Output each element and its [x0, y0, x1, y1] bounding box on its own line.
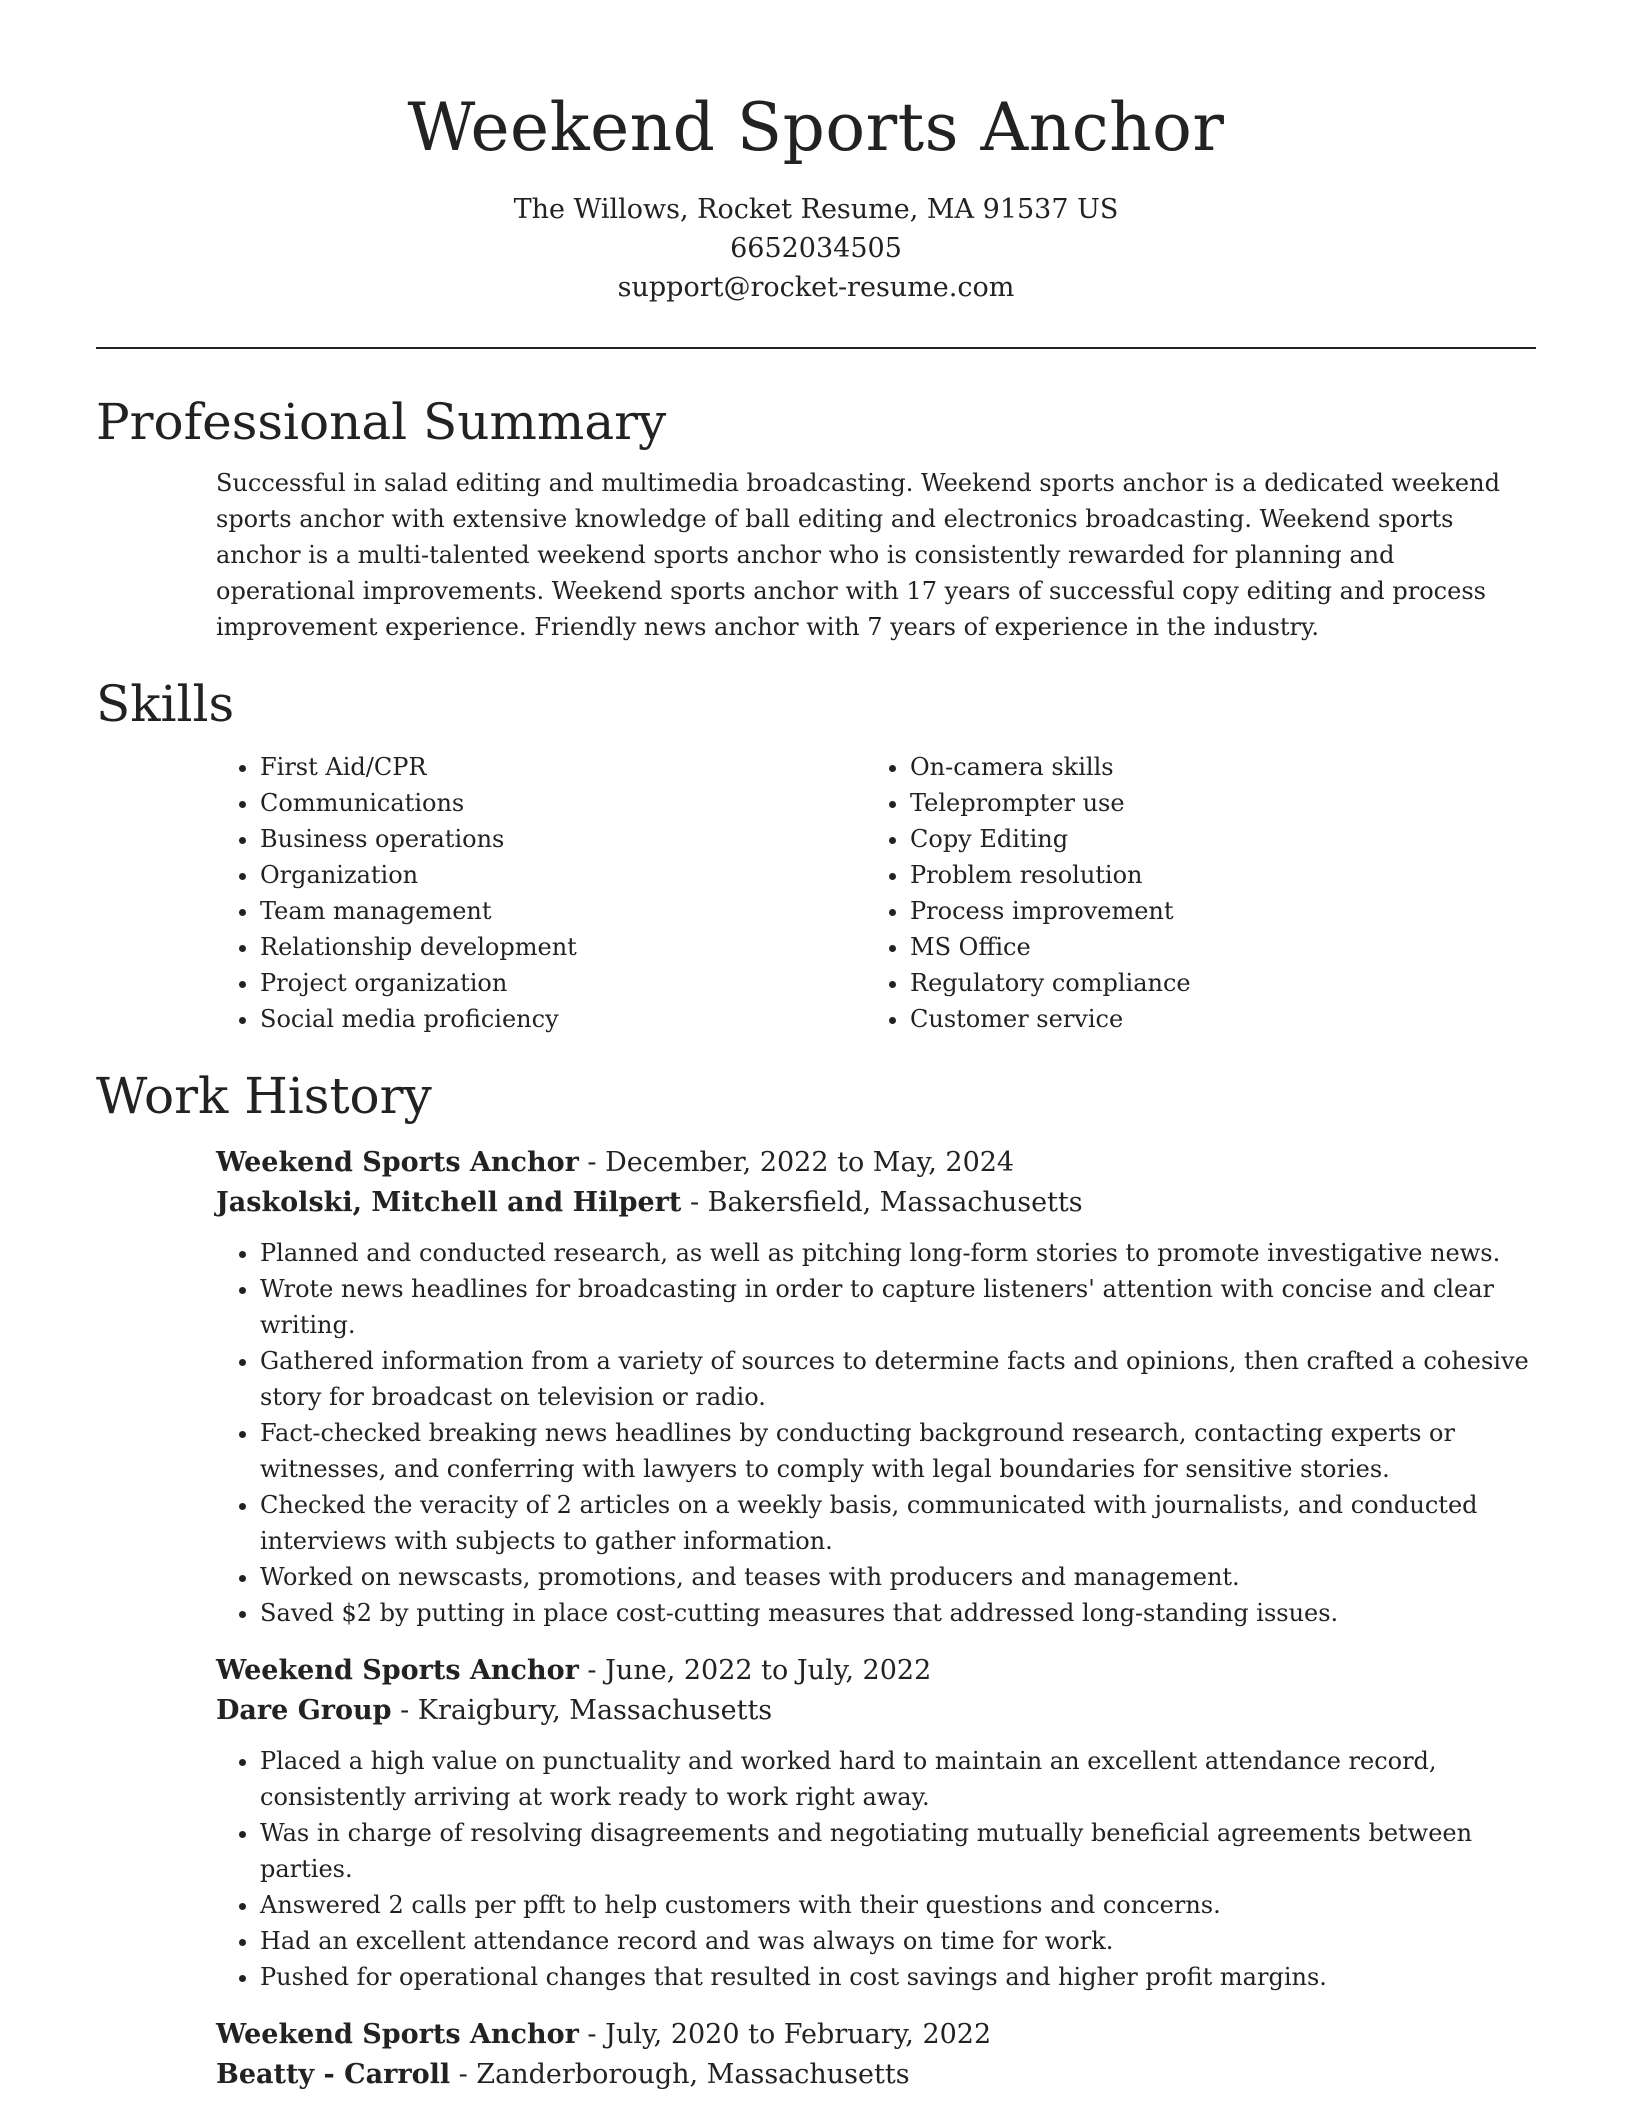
skills-section: [96, 671, 1536, 1037]
skill-item: • Process improvement: [910, 893, 1516, 929]
skill-item: • Relationship development: [260, 929, 866, 965]
job-dates: - July, 2020 to February, 2022: [578, 2019, 992, 2050]
skill-item: • Customer service: [910, 1001, 1516, 1037]
company-location: - Bakersfield, Massachusetts: [681, 1187, 1083, 1218]
skill-item: • Social media proficiency: [260, 1001, 866, 1037]
resume-header: [96, 0, 1536, 349]
job-bullet: • Planned and conducted research, as well as pitching long-form stories to promote investigative news.: [260, 1235, 1536, 1271]
work-title: Work History: [96, 1067, 432, 1125]
skill-item: • Regulatory compliance: [910, 965, 1516, 1001]
job-bullet: • Saved $2 by putting in place cost-cutting measures that addressed long-standing issues.: [260, 1595, 1536, 1631]
job-bullet: • Worked on newscasts, promotions, and teases with producers and management.: [260, 1559, 1536, 1595]
job-dates: - June, 2022 to July, 2022: [578, 1655, 932, 1686]
job-dates: - December, 2022 to May, 2024: [578, 1147, 1015, 1178]
job-bullet: • Was in charge of resolving disagreements and negotiating mutually beneficial agreements between parties.: [260, 1815, 1536, 1887]
job-bullet: • Placed a high value on punctuality and worked hard to maintain an excellent attendance record, consistently arriving at work ready to work right away.: [260, 1743, 1536, 1815]
job-bullet: • Answered 2 calls per pfft to help customers with their questions and concerns.: [260, 1887, 1536, 1923]
job-title-line: [216, 1651, 1536, 1691]
job-bullet: • Wrote news headlines for broadcasting in order to capture listeners' attention with concise and clear writing.: [260, 1271, 1536, 1343]
address: The Willows, Rocket Resume, MA 91537 US: [513, 194, 1119, 225]
company-location: - Zanderborough, Massachusetts: [450, 2059, 910, 2090]
company-location: - Kraigbury, Massachusetts: [391, 1695, 773, 1726]
job-title: Weekend Sports Anchor: [216, 1147, 579, 1178]
job-bullet: • Had an excellent attendance record and was always on time for work.: [260, 1923, 1536, 1959]
company-name: Dare Group: [216, 1695, 392, 1726]
skills-right-list: [866, 749, 1516, 1037]
skill-item: • Communications: [260, 785, 866, 821]
job-title: Weekend Sports Anchor: [216, 2019, 579, 2050]
job-title-line: [216, 1143, 1536, 1183]
job-bullets: [216, 1235, 1536, 1631]
skill-item: • On-camera skills: [910, 749, 1516, 785]
skills-grid: [216, 749, 1536, 1037]
job-bullet: • Gathered information from a variety of sources to determine facts and opinions, then crafted a cohesive story for broadcast on television or radio.: [260, 1343, 1536, 1415]
job-entry: [216, 1143, 1536, 1631]
skill-item: • Business operations: [260, 821, 866, 857]
job-entry: [216, 2015, 1536, 2095]
company-name: Beatty - Carroll: [216, 2059, 451, 2090]
job-entry: [216, 1651, 1536, 1995]
contact-block: [96, 190, 1536, 307]
resume-page: [96, 0, 1536, 2115]
job-bullet: • Pushed for operational changes that resulted in cost savings and higher profit margins.: [260, 1959, 1536, 1995]
work-section: [96, 1063, 1536, 2095]
email: support@rocket-resume.com: [617, 272, 1015, 303]
skill-item: • First Aid/CPR: [260, 749, 866, 785]
header-divider: [96, 347, 1536, 349]
job-bullet: • Fact-checked breaking news headlines by conducting background research, contacting experts or witnesses, and conferring with lawyers to comply with legal boundaries for sensitive stories.: [260, 1415, 1536, 1487]
skills-left-list: [216, 749, 866, 1037]
summary-section: [96, 389, 1536, 645]
job-company-line: [216, 1691, 1536, 1731]
job-bullet: • Checked the veracity of 2 articles on a weekly basis, communicated with journalists, and conducted interviews with subjects to gather information.: [260, 1487, 1536, 1559]
skills-title: Skills: [96, 675, 235, 733]
summary-text: Successful in salad editing and multimedia broadcasting. Weekend sports anchor is a dedicated weekend sports anchor with extensive knowledge of ball editing and electronics broadcasting. Weekend sports anchor is a multi-talented weekend sports anchor who is consistently rewarded for planning and operational improvements. Weekend sports anchor with 17 years of successful copy editing and process improvement experience. Friendly news anchor with 7 years of experience in the industry.: [216, 469, 1500, 641]
summary-title: Professional Summary: [96, 393, 667, 451]
skill-item: • Team management: [260, 893, 866, 929]
job-bullets: [216, 1743, 1536, 1995]
skill-item: • Teleprompter use: [910, 785, 1516, 821]
job-company-line: [216, 2055, 1536, 2095]
skill-item: • Organization: [260, 857, 866, 893]
skill-item: • Project organization: [260, 965, 866, 1001]
company-name: Jaskolski, Mitchell and Hilpert: [216, 1187, 682, 1218]
candidate-name: Weekend Sports Anchor: [407, 89, 1225, 166]
job-title-line: [216, 2015, 1536, 2055]
job-company-line: [216, 1183, 1536, 1223]
skill-item: • Problem resolution: [910, 857, 1516, 893]
skill-item: • Copy Editing: [910, 821, 1516, 857]
job-title: Weekend Sports Anchor: [216, 1655, 579, 1686]
phone: 6652034505: [730, 233, 902, 264]
work-list: [216, 1143, 1536, 2095]
skill-item: • MS Office: [910, 929, 1516, 965]
